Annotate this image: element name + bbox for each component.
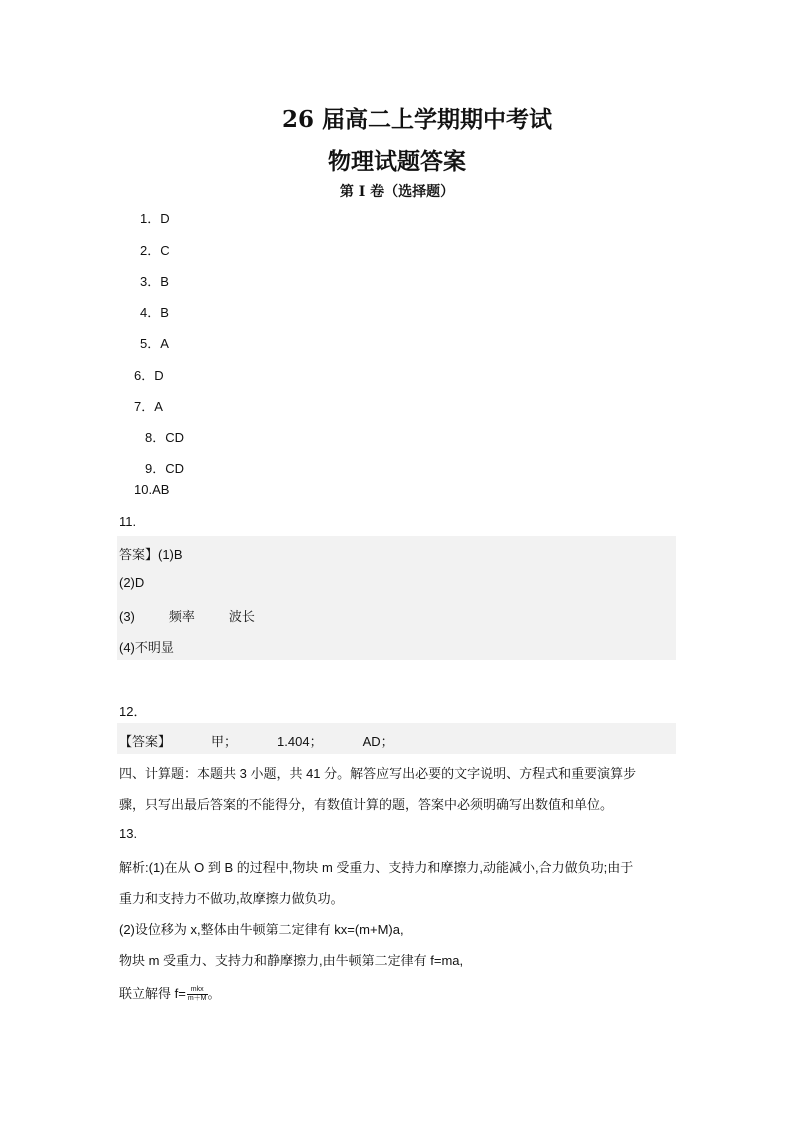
q13-line-3: (2)设位移为 x,整体由牛顿第二定律有 kx=(m+M)a, (119, 922, 404, 937)
answer-2: 2．C (140, 243, 170, 258)
q11-line-1: 答案】(1)B (119, 547, 183, 562)
answer-10: 10.AB (134, 482, 170, 497)
answer-1: 1．D (140, 211, 170, 226)
q11-answer-frequency: 频率 (168, 609, 195, 624)
q12-answer-a: 甲； (211, 734, 238, 749)
q12-answer-b: 1.404； (277, 734, 323, 749)
q11-line-4: (4)不明显 (119, 640, 174, 655)
page-subtitle: 物理试题答案 (328, 148, 466, 175)
section4-line-1: 四、计算题：本题共 3 小题，共 41 分。解答应写出必要的文字说明、方程式和重要演算步 (119, 766, 637, 781)
q11-number: 11. (119, 514, 137, 529)
q12-answer-line (119, 731, 394, 750)
q13-line-5 (119, 983, 221, 1003)
answer-8: 8．CD (145, 430, 185, 445)
section4-line-2: 骤，只写出最后答案的不能得分，有数值计算的题，答案中必须明确写出数值和单位。 (119, 797, 614, 812)
answer-7: 7．A (134, 399, 163, 414)
answer-9: 9．CD (145, 461, 185, 476)
q13-line-1: 解析:(1)在从 O 到 B 的过程中,物块 m 受重力、支持力和摩擦力,动能减小,合力做负功;由于 (119, 860, 634, 875)
answer-6: 6．D (134, 368, 164, 383)
page-title: 26 届高二上学期期中考试 (281, 106, 552, 133)
q11-line-2: (2)D (119, 575, 145, 590)
q13-line-5-suffix: 。 (207, 986, 221, 1001)
answer-3: 3．B (140, 274, 169, 289)
q13-line-5-prefix: 联立解得 f= (119, 986, 186, 1001)
answer-4: 4．B (140, 305, 169, 320)
q13-line-2: 重力和支持力不做功,故摩擦力做负功。 (119, 891, 344, 906)
q11-answer-wavelength: 波长 (228, 609, 255, 624)
q11-answer-block (117, 536, 676, 660)
fraction-denominator: m＋M (187, 995, 207, 1003)
q12-number: 12． (119, 704, 147, 719)
section-heading: 第 I 卷（选择题） (339, 184, 455, 200)
q12-answer-c: AD； (362, 734, 394, 749)
q13-line-4: 物块 m 受重力、支持力和静摩擦力,由牛顿第二定律有 f=ma, (119, 953, 464, 968)
q11-line-3-prefix: (3) (119, 609, 135, 624)
friction-fraction (187, 986, 208, 1003)
q11-line-3 (119, 606, 255, 625)
q13-number: 13. (119, 826, 138, 841)
answer-5: 5．A (140, 336, 169, 351)
q12-answer-label: 【答案】 (119, 734, 172, 749)
fraction-numerator: mkx (187, 986, 208, 995)
